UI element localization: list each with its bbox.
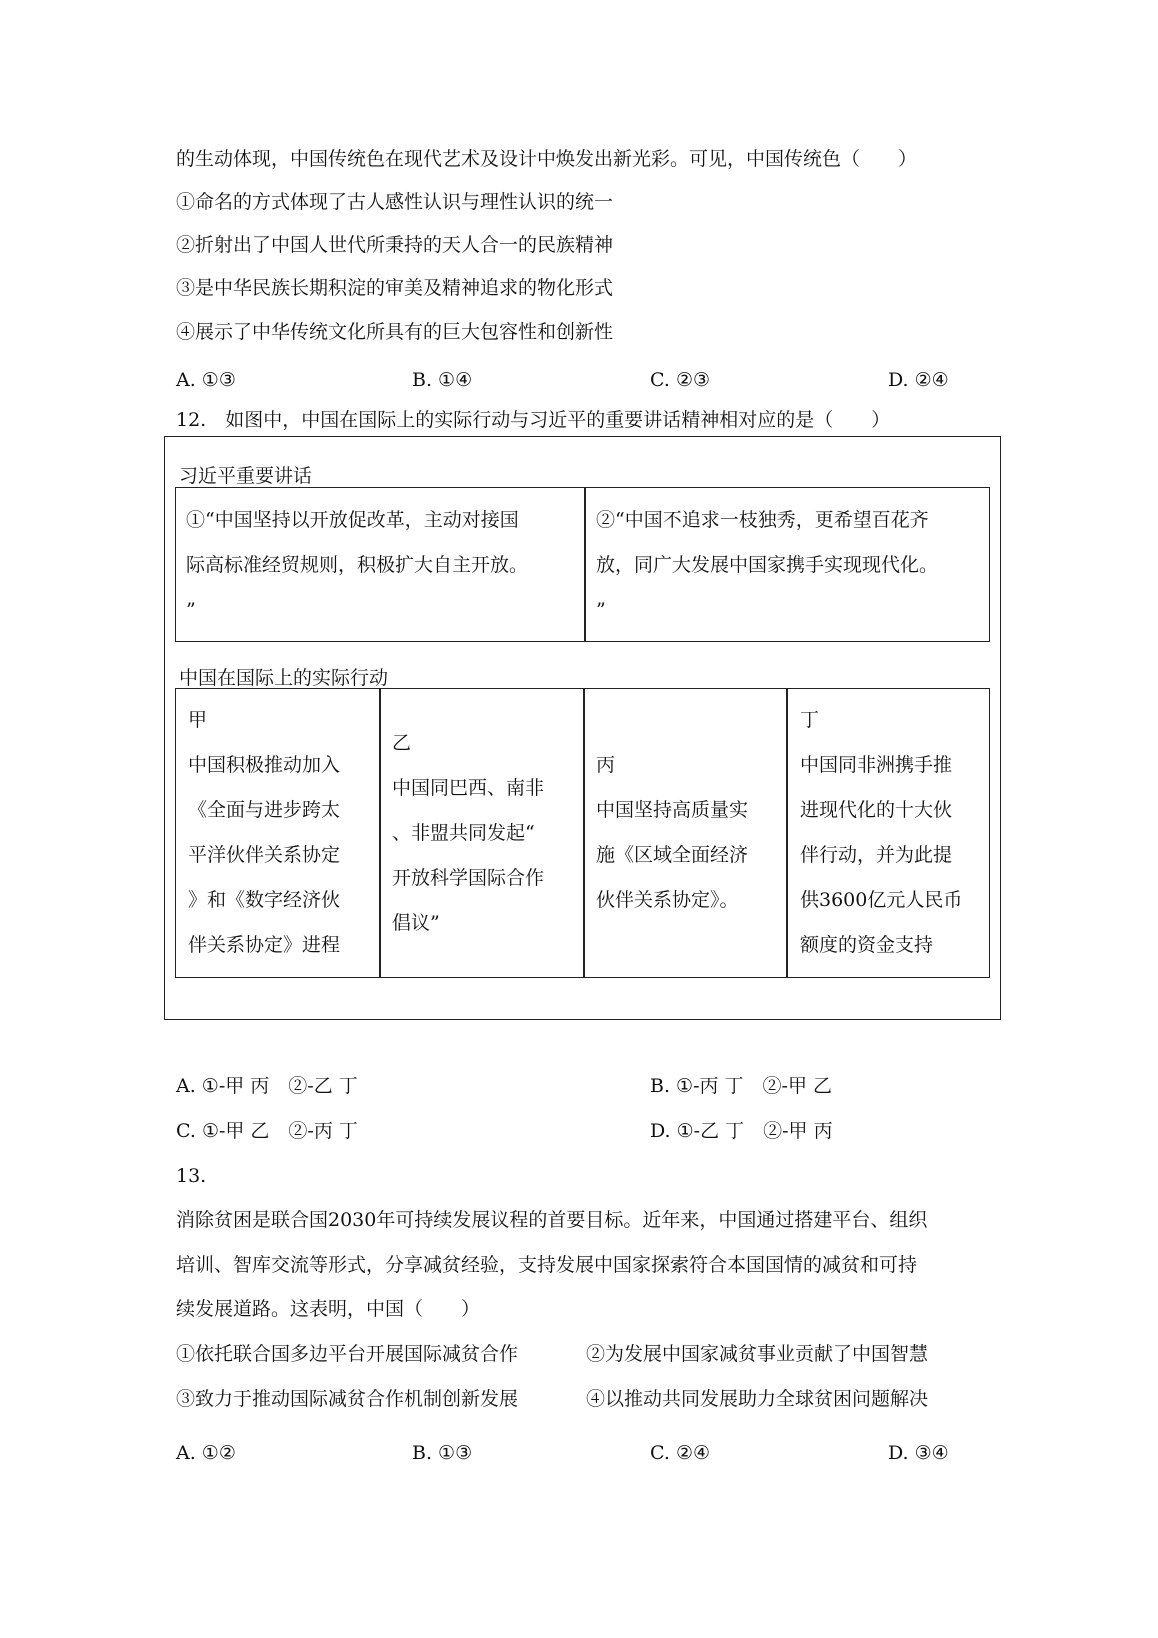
q12-option-d[interactable]: D. ①-乙 丁 ②-甲 丙 [650,1120,833,1142]
q13-option-d[interactable]: D. ③④ [888,1442,949,1464]
q11-option-d[interactable]: D. ②④ [888,369,949,391]
speech-cell-2: ②“中国不追求一枝独秀，更希望百花齐 放，同广大发展中国家携手实现现代化。 ” [596,509,939,621]
q12-option-a[interactable]: A. ①-甲 丙 ②-乙 丁 [176,1075,358,1097]
action-cell-yi: 乙 中国同巴西、南非 、非盟共同发起“ 开放科学国际合作 倡议” [392,732,545,934]
q13-option-a[interactable]: A. ①② [176,1442,236,1464]
q11-statement-2: ②折射出了中国人世代所秉持的天人合一的民族精神 [176,234,614,256]
action-cell-ding: 丁 中国同非洲携手推 进现代化的十大伙 伴行动，并为此提 供3600亿元人民币 额度的资金支持 [800,709,963,956]
q13-statement-1: ①依托联合国多边平台开展国际减贫合作 [176,1343,519,1365]
actions-divider-3 [786,689,788,977]
q11-statement-3: ③是中华民族长期积淀的审美及精神追求的物化形式 [176,277,614,299]
q13-stem-line-2: 培训、智库交流等形式，分享减贫经验，支持发展中国家探索符合本国国情的减贫和可持 [176,1254,918,1276]
q11-statement-4: ④展示了中华传统文化所具有的巨大包容性和创新性 [176,321,614,343]
q13-number: 13. [176,1165,207,1187]
q12-option-c[interactable]: C. ①-甲 乙 ②-丙 丁 [176,1120,358,1142]
q11-intro: 的生动体现，中国传统色在现代艺术及设计中焕发出新光彩。可见，中国传统色（ ） [176,148,918,170]
actions-divider-1 [379,689,381,977]
q13-statement-4: ④以推动共同发展助力全球贫困问题解决 [586,1388,929,1410]
action-cell-bing: 丙 中国坚持高质量实 施《区域全面经济 伙伴关系协定》。 [596,754,749,911]
q12-stem: 12. 如图中，中国在国际上的实际行动与习近平的重要讲话精神相对应的是（ ） [176,409,891,431]
q11-option-c[interactable]: C. ②③ [650,369,711,391]
q13-statement-3: ③致力于推动国际减贫合作机制创新发展 [176,1388,519,1410]
action-cell-jia: 甲 中国积极推动加入 《全面与进步跨太 平洋伙伴关系协定 》和《数字经济伙 伴关系协定》进程 [188,709,341,956]
q12-option-b[interactable]: B. ①-丙 丁 ②-甲 乙 [650,1075,832,1097]
q11-statement-1: ①命名的方式体现了古人感性认识与理性认识的统一 [176,191,614,213]
q11-option-b[interactable]: B. ①④ [412,369,473,391]
speech-cell-1: ①“中国坚持以开放促改革，主动对接国 际高标准经贸规则，积极扩大自主开放。 ” [186,509,529,621]
q13-option-c[interactable]: C. ②④ [650,1442,711,1464]
actions-table [175,688,990,978]
q13-stem-line-3: 续发展道路。这表明，中国（ ） [176,1298,481,1320]
q11-option-a[interactable]: A. ①③ [176,369,236,391]
speech-table [175,487,990,642]
actions-divider-2 [583,689,585,977]
q12-figure [164,436,1001,1020]
q13-statement-2: ②为发展中国家减贫事业贡献了中国智慧 [586,1343,929,1365]
speech-title: 习近平重要讲话 [179,465,313,487]
speech-divider [584,488,586,641]
q13-option-b[interactable]: B. ①③ [412,1442,473,1464]
actions-title: 中国在国际上的实际行动 [179,667,389,689]
q13-stem-line-1: 消除贫困是联合国2030年可持续发展议程的首要目标。近年来，中国通过搭建平台、组织 [176,1209,928,1231]
